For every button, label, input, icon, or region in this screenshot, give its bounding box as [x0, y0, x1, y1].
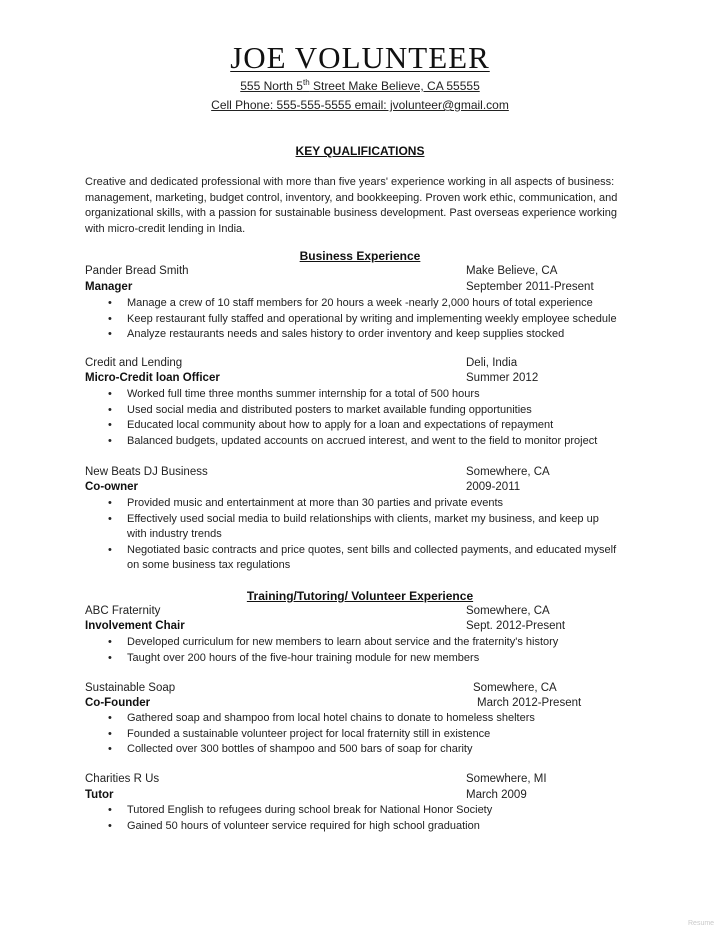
corner-watermark: Resume — [688, 920, 715, 927]
business-experience-heading: Business Experience — [299, 249, 421, 263]
role-bullet-list — [108, 635, 618, 666]
organization-name: ABC Fraternity — [85, 605, 161, 617]
job-bullet: • Manage a crew of 10 staff members for 20 hours a week -nearly 2,000 hours of total experience — [108, 296, 618, 312]
company-name: New Beats DJ Business — [85, 466, 208, 478]
address-ordinal: th — [302, 78, 310, 87]
organization-name: Sustainable Soap — [85, 682, 176, 694]
role-bullet: • Developed curriculum for new members to learn about service and the fraternity's history — [108, 635, 618, 651]
organization-name: Charities R Us — [85, 773, 160, 785]
role-title: Co-Founder — [85, 697, 151, 709]
job-dates: Summer 2012 — [466, 372, 539, 384]
job-bullet-list — [108, 496, 618, 574]
role-bullet: • Tutored English to refugees during school break for National Honor Society — [108, 803, 618, 819]
job-bullet: • Used social media and distributed posters to market available funding opportunities — [108, 403, 618, 419]
job-dates: September 2011-Present — [466, 281, 594, 293]
qualifications-summary: Creative and dedicated professional with more than five years' experience working in all aspects of business: management, marketing, budget control, inventory, and bookkeeping. Proven work ethic, communication, and organizational skills, with a passion for sustainable business development. Past overseas experience working with micro-credit lending in India. — [85, 176, 618, 235]
role-bullet: • Gained 50 hours of volunteer service required for high school graduation — [108, 819, 618, 835]
role-bullet: • Collected over 300 bottles of shampoo and 500 bars of soap for charity — [108, 742, 618, 758]
job-location: Make Believe, CA — [466, 265, 558, 277]
training-experience-heading: Training/Tutoring/ Volunteer Experience — [246, 589, 474, 603]
role-dates: Sept. 2012-Present — [466, 620, 566, 632]
applicant-name: JOE VOLUNTEER — [230, 40, 490, 75]
job-bullet: • Analyze restaurants needs and sales history to order inventory and keep supplies stocked — [108, 327, 618, 343]
job-bullet: • Balanced budgets, updated accounts on accrued interest, and went to the field to monitor project — [108, 434, 618, 450]
role-bullet-list — [108, 711, 618, 758]
key-qualifications-heading: KEY QUALIFICATIONS — [295, 144, 425, 158]
address-line — [0, 79, 720, 93]
job-dates: 2009-2011 — [466, 481, 521, 493]
role-title: Involvement Chair — [85, 620, 185, 632]
role-bullet: • Taught over 200 hours of the five-hour training module for new members — [108, 651, 618, 667]
job-bullet-list — [108, 387, 618, 449]
role-bullet-list — [108, 803, 618, 834]
job-bullet: • Keep restaurant fully staffed and operational by writing and implementing weekly employee schedule — [108, 312, 618, 328]
company-name: Credit and Lending — [85, 357, 183, 369]
role-location: Somewhere, MI — [466, 773, 547, 785]
job-location: Deli, India — [466, 357, 518, 369]
job-bullet: • Effectively used social media to build relationships with clients, market my business, and keep up with industry trends — [108, 512, 618, 543]
job-bullet: • Provided music and entertainment at more than 30 parties and private events — [108, 496, 618, 512]
job-bullet-list — [108, 296, 618, 343]
role-dates: March 2009 — [466, 789, 527, 801]
job-title: Co-owner — [85, 481, 139, 493]
job-bullet: • Worked full time three months summer internship for a total of 500 hours — [108, 387, 618, 403]
job-bullet: • Negotiated basic contracts and price quotes, sent bills and collected payments, and educated myself on some business tax regulations — [108, 543, 618, 574]
job-bullet: • Educated local community about how to apply for a loan and expectations of repayment — [108, 418, 618, 434]
role-location: Somewhere, CA — [466, 605, 550, 617]
role-bullet: • Founded a sustainable volunteer project for local fraternity still in existence — [108, 727, 618, 743]
job-title: Manager — [85, 281, 133, 293]
role-title: Tutor — [85, 789, 114, 801]
role-location: Somewhere, CA — [473, 682, 557, 694]
job-title: Micro-Credit loan Officer — [85, 372, 220, 384]
role-dates: March 2012-Present — [477, 697, 582, 709]
contact-line: Cell Phone: 555-555-5555 email: jvolunteer@gmail.com — [211, 98, 509, 112]
address-suffix: Street Make Believe, CA 55555 — [309, 79, 480, 93]
job-location: Somewhere, CA — [466, 466, 550, 478]
address-prefix: 555 North 5 — [240, 79, 303, 93]
company-name: Pander Bread Smith — [85, 265, 189, 277]
role-bullet: • Gathered soap and shampoo from local hotel chains to donate to homeless shelters — [108, 711, 618, 727]
